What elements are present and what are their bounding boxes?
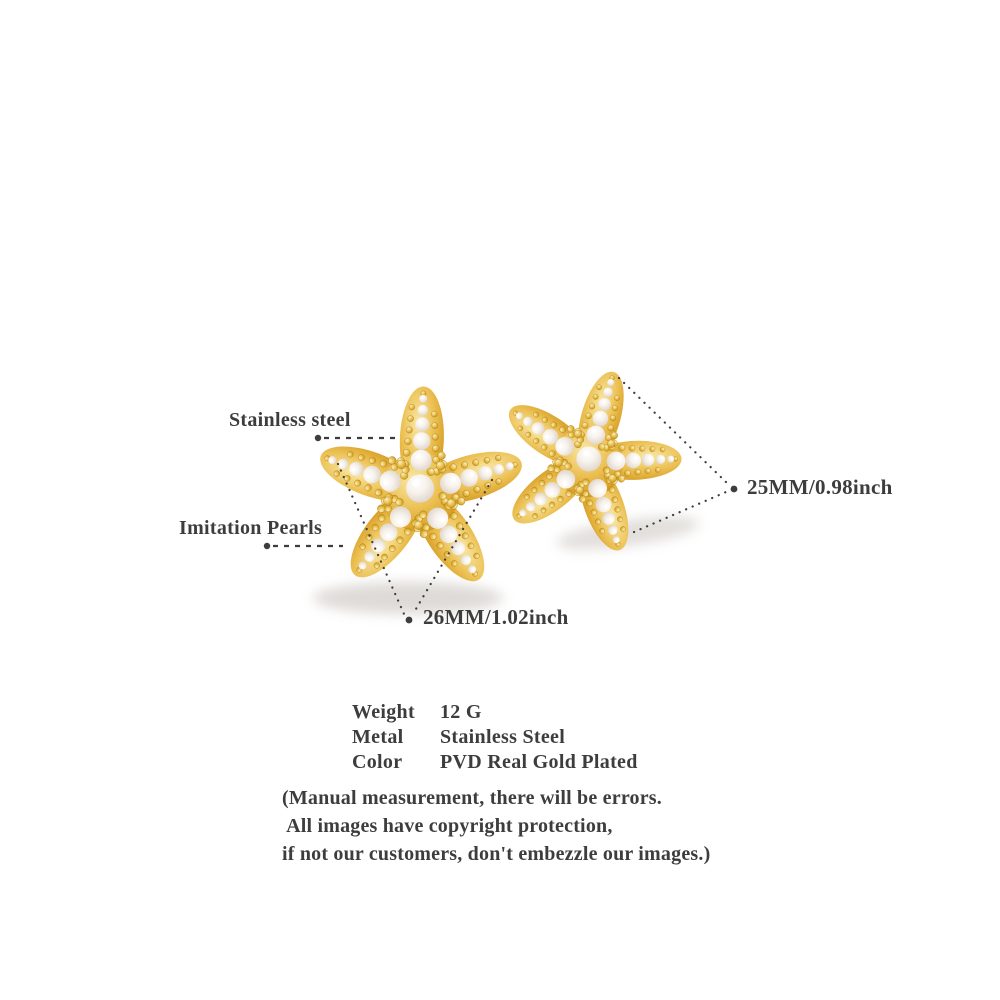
bump bbox=[409, 404, 415, 410]
bump bbox=[619, 445, 625, 451]
bump bbox=[407, 415, 413, 421]
spec-value-metal: Stainless Steel bbox=[440, 726, 566, 748]
bump bbox=[645, 468, 651, 474]
bump bbox=[432, 422, 438, 428]
bump bbox=[618, 475, 625, 482]
bump bbox=[598, 443, 605, 450]
bump bbox=[403, 449, 410, 456]
bump bbox=[383, 497, 392, 506]
spec-value-color: PVD Real Gold Plated bbox=[440, 751, 638, 773]
disclaimer-line-3: if not our customers, don't embezzle our images.) bbox=[282, 843, 711, 865]
bump bbox=[397, 460, 406, 469]
bump bbox=[405, 438, 412, 445]
bump bbox=[660, 447, 665, 452]
disclaimer-line-1: (Manual measurement, there will be errors. bbox=[282, 787, 662, 809]
bump bbox=[650, 446, 656, 452]
spec-label-weight: Weight bbox=[352, 701, 415, 723]
spec-row-metal bbox=[352, 725, 638, 750]
measure-dot-right bbox=[731, 486, 738, 493]
size-label-bottom: 26MM/1.02inch bbox=[423, 605, 569, 629]
measure-dot-bottom bbox=[406, 617, 413, 624]
bump bbox=[655, 467, 660, 472]
size-label-right: 25MM/0.98inch bbox=[747, 475, 893, 499]
bump bbox=[635, 469, 641, 475]
bump bbox=[432, 434, 439, 441]
bump bbox=[431, 411, 437, 417]
specs-table bbox=[352, 700, 638, 775]
bump bbox=[438, 452, 446, 460]
spec-row-weight bbox=[352, 700, 638, 725]
bump bbox=[639, 446, 645, 452]
bump bbox=[447, 499, 456, 508]
bump bbox=[414, 521, 423, 530]
bump bbox=[624, 470, 630, 476]
bump bbox=[629, 445, 635, 451]
bump bbox=[406, 427, 413, 434]
spec-value-weight: 12 G bbox=[440, 701, 482, 723]
spec-label-metal: Metal bbox=[352, 726, 404, 748]
disclaimer-line-2: All images have copyright protection, bbox=[282, 815, 613, 837]
bump bbox=[432, 445, 439, 452]
disclaimer-text bbox=[282, 784, 710, 868]
spec-row-color bbox=[352, 750, 638, 775]
bump bbox=[436, 461, 445, 470]
pointer-dot-pearls bbox=[264, 543, 270, 549]
spec-label-color: Color bbox=[352, 751, 403, 773]
material-label: Stainless steel bbox=[229, 409, 351, 431]
pointer-dot-material bbox=[315, 435, 321, 441]
pearls-label: Imitation Pearls bbox=[179, 517, 323, 539]
